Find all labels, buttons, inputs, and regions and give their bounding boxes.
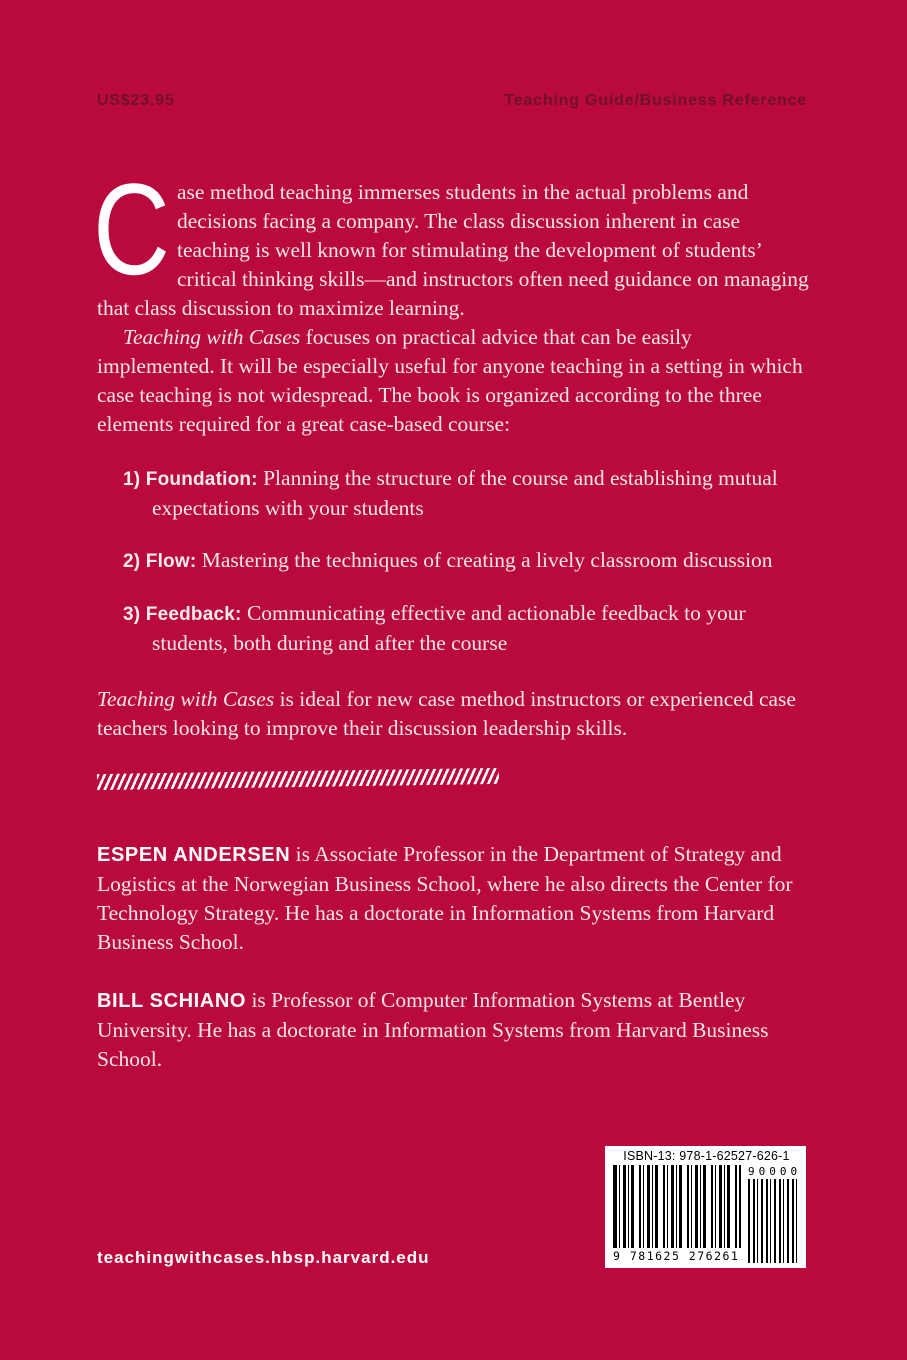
synopsis [93, 156, 809, 743]
list-item-flow [123, 546, 809, 576]
list-item-label: 2) Flow: [123, 551, 197, 572]
author-bio-text: is Professor of Computer Information Systems at Bentley University. He has a doctorate in Information Systems from Harvard Business School. [97, 988, 769, 1071]
author-name: ESPEN ANDERSEN [97, 844, 291, 866]
list-item-text: Communicating effective and actionable feedback to your students, both during and after the course [152, 601, 746, 655]
hatched-divider [97, 768, 499, 790]
drop-cap: C [93, 156, 170, 302]
barcode-bars-row [613, 1165, 800, 1263]
author-bio-text: is Associate Professor in the Department of Strategy and Logistics at the Norwegian Business School, where he also directs the Center for Technology Strategy. He has a doctorate in Information Systems from Harvard Business School. [97, 842, 793, 954]
barcode-digits: 9 781625 276261 [613, 1249, 740, 1263]
barcode-supplement [748, 1165, 800, 1263]
barcode [605, 1146, 806, 1268]
paragraph-text: focuses on practical advice that can be easily implemented. It will be especially useful for anyone teaching in a setting in which case teaching is not widespread. The book is organized according to the three elements required for a great case-based course: [97, 325, 803, 436]
list-item-label: 1) Foundation: [123, 469, 258, 490]
barcode-bars [613, 1165, 741, 1248]
synopsis-paragraph-2 [97, 323, 809, 439]
isbn-label: ISBN-13: 978-1-62527-626-1 [623, 1149, 790, 1163]
publisher-url: teachingwithcases.hbsp.harvard.edu [97, 1248, 430, 1267]
list-item-feedback [123, 599, 809, 658]
book-title-italic: Teaching with Cases [97, 687, 275, 711]
book-title-italic: Teaching with Cases [123, 325, 301, 349]
author-bio [97, 986, 809, 1074]
paragraph-text: is ideal for new case method instructors or experienced case teachers looking to improve their discussion leadership skills. [97, 687, 796, 740]
list-item-label: 3) Feedback: [123, 604, 242, 625]
course-elements-list [123, 464, 809, 658]
paragraph-text: ase method teaching immerses students in the actual problems and decisions facing a company. The class discussion inherent in case teaching is well known for stimulating the development of students’ critical thinking skills—and instructors often need guidance on managing that class discussion to maximize learning. [97, 180, 809, 320]
barcode-supplement-bars [748, 1179, 800, 1263]
list-item-text: Mastering the techniques of creating a lively classroom discussion [196, 548, 773, 572]
list-item-text: Planning the structure of the course and establishing mutual expectations with your students [152, 466, 778, 520]
list-item-foundation [123, 464, 809, 523]
barcode-price-code: 90000 [748, 1165, 802, 1178]
author-bio [97, 840, 809, 957]
category-label: Teaching Guide/Business Reference [504, 92, 807, 109]
synopsis-paragraph-3 [97, 685, 809, 743]
header-row [97, 92, 807, 110]
author-name: BILL SCHIANO [97, 990, 247, 1012]
barcode-main [613, 1165, 741, 1263]
price-label: US$23.95 [97, 92, 175, 109]
synopsis-paragraph-1 [93, 156, 809, 323]
author-bios [97, 840, 809, 1103]
